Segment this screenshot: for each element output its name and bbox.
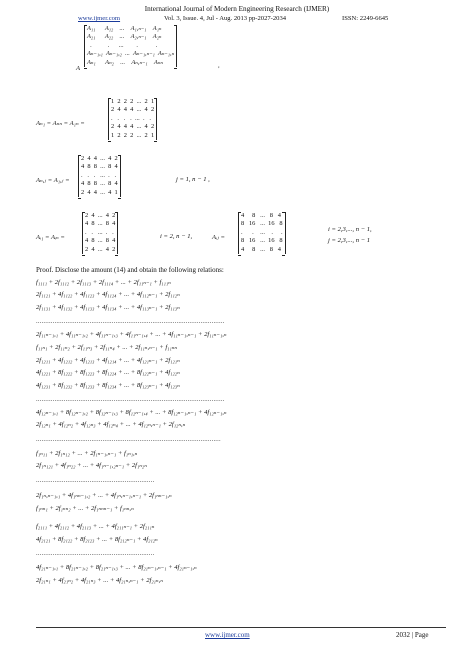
matrix-row: 2 4 4 ... 4 2: [81, 155, 118, 162]
matrix-row: 2 4 4 4 ... 4 2: [111, 106, 155, 114]
relation-line: 4f₁₂₂₁ + 8f₁₂₂₂ + 8f₁₂₂₃ + 8f₁₂₂₄ + ... + 8f₁₂₂ₙ₋₁ + 4f₁₂₂ₙ: [36, 369, 180, 376]
matrix-row: . . ... . .: [85, 228, 114, 236]
relation-line: f₂₁₁₁ + 4f₂₁₁₂ + 4f₂₁₁₃ + ... + 4f₂₁₁ₙ₋₁ + 2f₂₁₁ₙ: [36, 523, 155, 530]
relation-line: 2f₁₁₃₁ + 4f₁₁₃₂ + 4f₁₁₃₃ + 4f₁₁₃₄ + ... + 4f₁₁₃ₙ₋₁ + 2f₁₁₃ₙ: [36, 304, 180, 311]
matrix-row: . . . ... . .: [81, 171, 117, 179]
matrix-i1-condition: i = 2, n − 1,: [160, 233, 193, 240]
journal-title: International Journal of Modern Engineering Research (IJMER): [144, 5, 330, 13]
proof-text: Proof. Disclose the amount (14) and obtain the following relations:: [36, 266, 224, 274]
relation-line: 2f₁ₙ,ₙ₋₁,₁ + 4f₁ₙₙ₋₁,₂ + ... + 4f₁ₙ,ₙ₋₁,ₙ₋₁ + 2f₁ₙₙ₋₁,ₙ: [36, 492, 172, 499]
matrix-corner: [108, 98, 157, 140]
matrix-ij-condition-j: j = 2,3,..., n − 1: [328, 237, 371, 244]
matrix-row: 1 2 2 2 ... 2 1: [111, 131, 155, 139]
matrix-row: Aₙ₋₁,₁ Aₙ₋₁,₂ ... Aₙ₋₁,ₙ₋₁ Aₙ₋₁,ₙ: [87, 50, 175, 58]
matrix-a-label: A: [76, 65, 81, 72]
footer-page-number: 2032 | Page: [396, 631, 429, 639]
footer-website-link[interactable]: www.ijmer.com: [205, 631, 250, 639]
matrix-i1-label: Aᵢ₁ = Aᵢₙ =: [36, 234, 65, 241]
matrix-nj-condition: j = 1, n − 1 ,: [176, 176, 210, 183]
header-issn: ISSN: 2249-6645: [342, 15, 389, 22]
matrix-a-suffix: ,: [218, 62, 220, 69]
ellipsis-row: ....................................................................................................: [36, 436, 221, 443]
matrix-corner-label: Aₙ₁ = Aₙₙ = A₁ₙ =: [36, 120, 85, 127]
relation-line: 4f₁₂ₙ₋₁,₁ + 8f₁₂ₙ₋₁,₂ + 8f₁₂ₙ₋₁,₃ + 8f₁₂ₙ₋₁,₄ + ... + 8f₁₂ₙ₋₁,ₙ₋₁ + 4f₁₂ₙ₋₁,ₙ: [36, 409, 227, 416]
matrix-row: 2 4 ... 4 2: [85, 245, 116, 253]
matrix-nj-label: Aₙ,ⱼ = A₁,ⱼ =: [36, 177, 70, 184]
relation-line: 4f₂₁ₙ₋₁,₁ + 8f₂₁ₙ₋₁,₂ + 8f₂₁ₙ₋₁,₃ + ... + 8f₂₁ₙ₋₁,ₙ₋₁ + 4f₂₁ₙ₋₁,ₙ: [36, 564, 197, 571]
matrix-row: 4 8 ... 8 4: [85, 220, 116, 228]
matrix-row: 1 2 2 2 ... 2 1: [111, 98, 155, 105]
matrix-row: A₂₁ A₂₂ ... A₂,ₙ₋₁ A₂ₙ: [87, 33, 162, 41]
footer-divider: [36, 627, 446, 628]
matrix-row: . . ... . .: [241, 228, 283, 236]
matrix-row: 8 16 ... 16 8: [241, 220, 283, 228]
relation-line: 4f₂₁₂₁ + 8f₂₁₂₂ + 8f₂₁₂₃ + ... + 8f₂₁₂ₙ₋₁ + 4f₂₁₂ₙ: [36, 536, 158, 543]
relation-line: 2f₁ₙ₁₂₁ + 4f₁ₙ₂₂ + ... + 4f₁ₙ₋₁,₂ₙ₋₁ + 2f₁ₙ₂ₙ: [36, 462, 147, 469]
ellipsis-row: ......................................................................................................: [36, 396, 225, 403]
ellipsis-row: ......................................................................................................: [36, 318, 225, 325]
matrix-row: 4 8 8 ... 8 4: [81, 180, 118, 188]
matrix-row: 2 4 ... 4 2: [85, 212, 116, 219]
relation-line: 2f₁₂ₙ₁ + 4f₁₂ₙ₂ + 4f₁₂ₙ₃ + 4f₁₂ₙ₄ + ... + 4f₁₂ₙ,ₙ₋₁ + 2f₁₂ₙ,ₙ: [36, 421, 186, 428]
matrix-row: 4 8 ... 8 4: [241, 245, 281, 253]
matrix-row: 8 16 ... 16 8: [241, 237, 283, 245]
relation-line: f₁₁ₙ₁ + 2f₁₁ₙ₂ + 2f₁₁ₙ₃ + 2f₁₁ₙ₄ + ... + 2f₁₁ₙ,ₙ₋₁ + f₁₁ₙₙ: [36, 344, 178, 351]
matrix-ij-label: Aᵢⱼ =: [212, 234, 225, 241]
matrix-row: 4 8 8 ... 8 4: [81, 163, 118, 171]
relation-line: 4f₁₂₃₁ + 8f₁₂₃₂ + 8f₁₂₃₃ + 8f₁₂₃₄ + ... + 8f₁₂₃ₙ₋₁ + 4f₁₂₃ₙ: [36, 382, 180, 389]
ellipsis-row: ................................................................: [36, 477, 155, 484]
ellipsis-row: ................................................................: [36, 550, 155, 557]
header-website-link[interactable]: www.ijmer.com: [78, 15, 121, 22]
header-volume-info: Vol. 3, Issue. 4, Jul - Aug. 2013 pp-2027-2034: [164, 15, 287, 22]
matrix-row: Aₙ₁ Aₙ₂ ... Aₙ,ₙ₋₁ Aₙₙ: [87, 58, 163, 66]
relation-line: 2f₁₂₁₁ + 4f₁₂₁₂ + 4f₁₂₁₃ + 4f₁₂₁₄ + ... + 4f₁₂₁ₙ₋₁ + 2f₁₂₁ₙ: [36, 357, 180, 364]
matrix-a: [84, 25, 177, 67]
relation-line: f₁ₙₙ₁ + 2f₁ₙₙ₂ + ... + 2f₁ₙₙₙ₋₁ + f₁ₙₙ,ₙ: [36, 505, 134, 512]
matrix-row: A₁₁ A₁₂ ... A₁,ₙ₋₁ A₁ₙ: [87, 25, 162, 32]
relation-line: f₁ₙ₁₁ + 2f₁ₙ₁₂ + ... + 2f₁ₙ₋₁,ₙ₋₁ + f₁ₙ₁,ₙ: [36, 450, 138, 457]
matrix-row: 2 4 4 4 ... 4 2: [111, 123, 155, 131]
relation-line: 2f₁₁₂₁ + 4f₁₁₂₂ + 4f₁₁₂₃ + 4f₁₁₂₄ + ... + 4f₁₁₂ₙ₋₁ + 2f₁₁₂ₙ: [36, 291, 180, 298]
matrix-row: 4 8 ... 8 4: [85, 237, 116, 245]
matrix-ij: [238, 212, 286, 254]
matrix-row: . . ... . .: [87, 41, 158, 49]
matrix-row: . . . . ... . .: [111, 114, 151, 122]
relation-line: 2f₂₁ₙ₁ + 4f₂₁ₙ₂ + 4f₂₁ₙ₃ + ... + 4f₂₁ₙ,ₙ₋₁ + 2f₂₁ₙ,ₙ: [36, 577, 163, 584]
matrix-row: 2 4 4 ... 4 1: [81, 188, 118, 196]
relation-line: 2f₁₁ₙ₋₁,₁ + 4f₁₁ₙ₋₁,₂ + 4f₁₁ₙ₋₁,₃ + 4f₁₁ₙ₋₁,₄ + ... + 4f₁₁ₙ₋₁,ₙ₋₁ + 2f₁₁ₙ₋₁,ₙ: [36, 331, 227, 338]
relation-line: f₁₁₁₁ + 2f₁₁₁₂ + 2f₁₁₁₃ + 2f₁₁₁₄ + ... + 2f₁₁ₙ₋₁ + f₁₁₁ₙ: [36, 279, 171, 286]
matrix-ij-condition-i: i = 2,3,..., n − 1,: [328, 226, 372, 233]
matrix-i1: [82, 212, 118, 254]
matrix-row: 4 8 ... 8 4: [241, 212, 281, 219]
matrix-nj: [78, 155, 121, 197]
